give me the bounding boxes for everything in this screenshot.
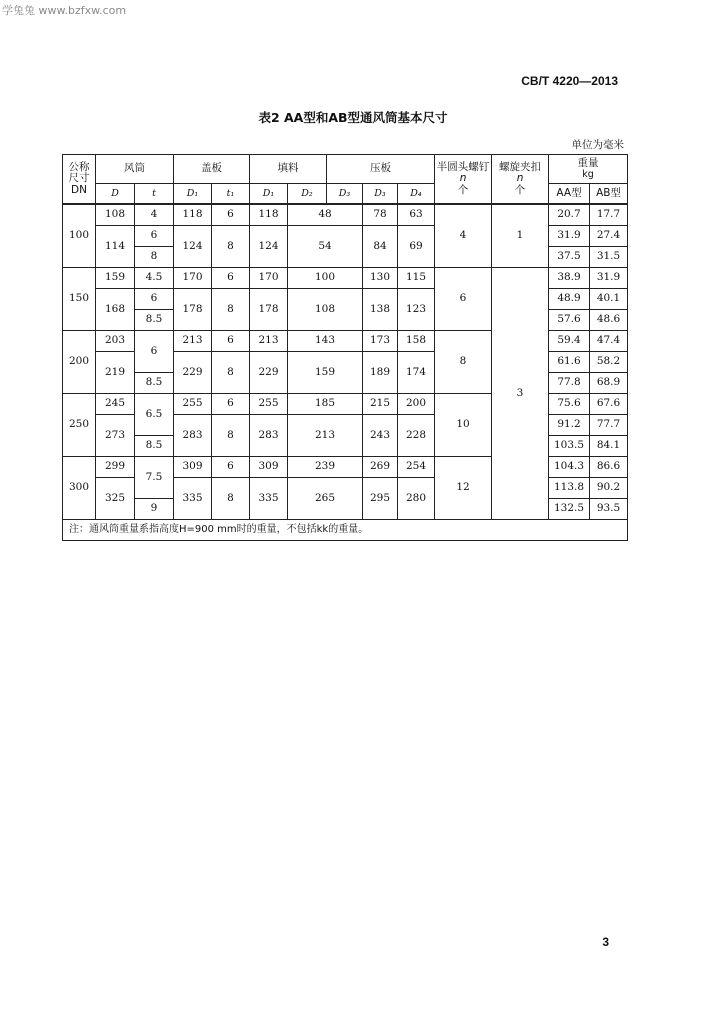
table-cell: 228 [398,415,435,457]
table-cell: 280 [398,478,435,520]
table-cell: 20.7 [549,204,590,226]
table-cell: 335 [250,478,288,520]
table-cell: 114 [96,226,135,268]
table-cell: 6 [212,204,250,226]
table-cell: 31.9 [590,268,628,289]
table-cell: 178 [250,289,288,331]
table-cell: 1 [492,204,549,268]
table-cell: 104.3 [549,457,590,478]
table-cell: 185 [288,394,363,415]
table-cell: 132.5 [549,499,590,520]
table-cell: 273 [96,415,135,457]
sym-d3-b: D₃ [363,184,398,205]
table-cell: 215 [363,394,398,415]
gland-header: 压板 [327,155,435,184]
table-title: 表2 AA型和AB型通风筒基本尺寸 [258,110,448,125]
table-cell: 299 [96,457,135,478]
table-cell: 189 [363,352,398,394]
sym-d: D [96,184,135,205]
table-cell: 86.6 [590,457,628,478]
table-cell: 255 [250,394,288,415]
table-cell: 40.1 [590,289,628,310]
table-cell: 325 [96,478,135,520]
table-cell: 3 [492,268,549,520]
duct-header: 风筒 [96,155,174,184]
sym-d4: D₄ [398,184,435,205]
table-cell: 6 [135,226,174,247]
table-cell: 61.6 [549,352,590,373]
table-cell: 6 [212,394,250,415]
table-cell: 17.7 [590,204,628,226]
table-cell: 8.5 [135,310,174,331]
sym-d1: D₁ [174,184,212,205]
table-cell: 75.6 [549,394,590,415]
table-cell: 8.5 [135,373,174,394]
table-cell: 58.2 [590,352,628,373]
table-cell: 77.8 [549,373,590,394]
dn-header: 公称 尺寸 DN [63,155,96,205]
table-cell: 54 [288,226,363,268]
table-cell: 47.4 [590,331,628,352]
table-cell: 4.5 [135,268,174,289]
table-cell: 213 [250,331,288,352]
aa-type-header: AA型 [549,184,590,205]
table-cell: 250 [63,394,96,457]
table-cell: 124 [250,226,288,268]
table-cell: 219 [96,352,135,394]
table-cell: 200 [398,394,435,415]
table-row [63,204,628,226]
table-cell: 8 [212,289,250,331]
table-cell: 84 [363,226,398,268]
table-cell: 63 [398,204,435,226]
table-cell: 57.6 [549,310,590,331]
table-cell: 100 [63,204,96,268]
table-cell: 159 [288,352,363,394]
table-cell: 6 [135,331,174,373]
dimension-table [62,154,628,541]
table-cell: 4 [435,204,492,268]
table-cell: 67.6 [590,394,628,415]
table-cell: 130 [363,268,398,289]
table-cell: 48.6 [590,310,628,331]
table-cell: 309 [174,457,212,478]
table-cell: 124 [174,226,212,268]
table-row [63,268,628,289]
table-cell: 255 [174,394,212,415]
table-cell: 6 [212,457,250,478]
table-cell: 229 [250,352,288,394]
table-cell: 245 [96,394,135,415]
table-cell: 69 [398,226,435,268]
watermark: 学兔兔 www.bzfxw.com [2,4,127,17]
sym-d2: D₂ [288,184,327,205]
cover-header: 盖板 [174,155,250,184]
table-cell: 77.7 [590,415,628,436]
table-cell: 12 [435,457,492,520]
table-cell: 283 [174,415,212,457]
table-cell: 239 [288,457,363,478]
table-cell: 159 [96,268,135,289]
table-cell: 78 [363,204,398,226]
ab-type-header: AB型 [590,184,628,205]
table-cell: 178 [174,289,212,331]
footnote: 注：通风筒重量系指高度H=900 mm时的重量，不包括kk的重量。 [63,520,628,541]
table-cell: 108 [96,204,135,226]
table-cell: 8.5 [135,436,174,457]
table-cell: 200 [63,331,96,394]
table-cell: 31.9 [549,226,590,247]
table-cell: 283 [250,415,288,457]
table-cell: 138 [363,289,398,331]
table-cell: 59.4 [549,331,590,352]
table-cell: 84.1 [590,436,628,457]
table-cell: 10 [435,394,492,457]
table-cell: 168 [96,289,135,331]
table-cell: 213 [288,415,363,457]
table-cell: 103.5 [549,436,590,457]
table-cell: 6 [435,268,492,331]
table-cell: 143 [288,331,363,352]
table-cell: 158 [398,331,435,352]
table-cell: 37.5 [549,247,590,268]
table-cell: 123 [398,289,435,331]
table-cell: 90.2 [590,478,628,499]
table-cell: 173 [363,331,398,352]
table-cell: 8 [212,478,250,520]
table-cell: 174 [398,352,435,394]
table-cell: 265 [288,478,363,520]
table-cell: 295 [363,478,398,520]
table-cell: 9 [135,499,174,520]
table-cell: 170 [250,268,288,289]
screw-header: 半圆头螺钉 n 个 [435,155,492,205]
table-cell: 8 [435,331,492,394]
footnote-row [63,520,628,541]
table-cell: 113.8 [549,478,590,499]
sym-d3-a: D₃ [327,184,363,205]
table-cell: 229 [174,352,212,394]
table-cell: 6 [212,268,250,289]
table-cell: 93.5 [590,499,628,520]
table-cell: 269 [363,457,398,478]
sym-t1: t₁ [212,184,250,205]
page-number: 3 [602,935,609,949]
table-cell: 213 [174,331,212,352]
clamp-header: 螺旋夹扣 n 个 [492,155,549,205]
sym-t: t [135,184,174,205]
table-cell: 8 [212,352,250,394]
standard-code: CB/T 4220—2013 [521,74,618,88]
table-cell: 309 [250,457,288,478]
packing-header: 填料 [250,155,327,184]
table-cell: 203 [96,331,135,352]
sym-d1-packing: D₁ [250,184,288,205]
table-cell: 243 [363,415,398,457]
table-cell: 68.9 [590,373,628,394]
table-cell: 38.9 [549,268,590,289]
weight-header: 重量 kg [549,155,628,184]
table-cell: 48 [288,204,363,226]
table-cell: 300 [63,457,96,520]
table-cell: 118 [174,204,212,226]
table-cell: 6.5 [135,394,174,436]
table-cell: 108 [288,289,363,331]
table-cell: 8 [212,226,250,268]
table-cell: 8 [212,415,250,457]
table-cell: 91.2 [549,415,590,436]
table-cell: 8 [135,247,174,268]
table-cell: 48.9 [549,289,590,310]
table-cell: 100 [288,268,363,289]
table-cell: 254 [398,457,435,478]
unit-note: 单位为毫米 [571,139,624,151]
table-cell: 31.5 [590,247,628,268]
table-cell: 7.5 [135,457,174,499]
table-cell: 6 [212,331,250,352]
table-cell: 118 [250,204,288,226]
table-cell: 27.4 [590,226,628,247]
table-cell: 335 [174,478,212,520]
table-cell: 115 [398,268,435,289]
table-cell: 170 [174,268,212,289]
table-cell: 4 [135,204,174,226]
table-cell: 6 [135,289,174,310]
table-cell: 150 [63,268,96,331]
